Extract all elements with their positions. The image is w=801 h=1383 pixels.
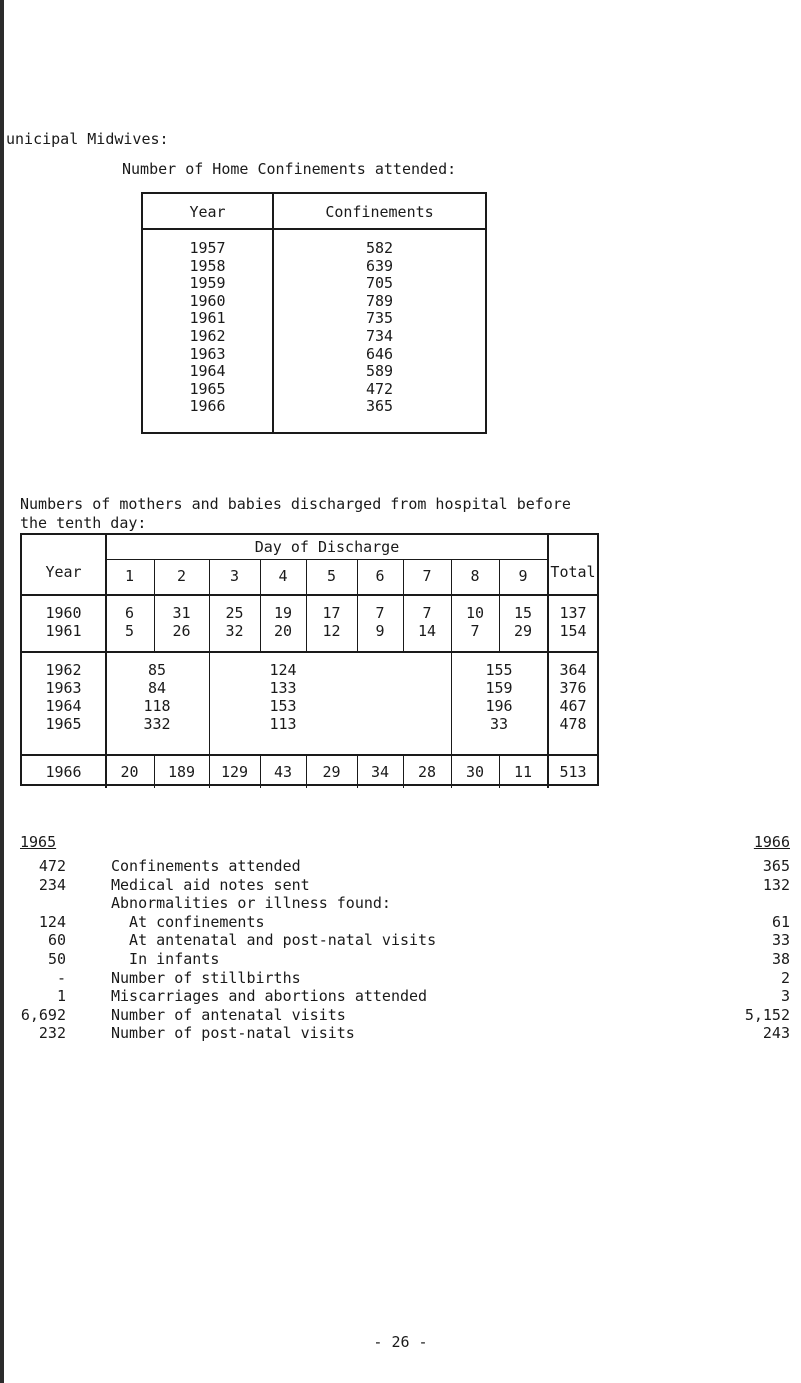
summary-label: Number of antenatal visits [111, 1005, 346, 1024]
day-value-cell: 43 [273, 763, 293, 781]
confinements-cell: 734 [365, 326, 394, 345]
summary-label: At antenatal and post-natal visits [111, 931, 437, 950]
year-column [143, 240, 272, 416]
summary-value-1965: - [56, 968, 66, 987]
summary-value-1965: 124 [38, 912, 66, 931]
year-cell: 1959 [189, 274, 226, 293]
year-cell: 1957 [189, 239, 226, 257]
group3-value-cell: 155 [485, 661, 513, 679]
day-value-cell: 32 [225, 622, 244, 640]
day-value-cell: 20 [120, 763, 139, 781]
day-value-cell: 14 [417, 622, 437, 640]
table1-caption: Number of Home Confinements attended: [122, 160, 457, 178]
group2-value-cell: 133 [269, 679, 297, 697]
column-header-year: Year [189, 203, 226, 221]
summary-value-1966: 2 [780, 968, 790, 987]
day-header-3: 3 [229, 567, 240, 585]
grid-line [22, 651, 597, 653]
year-cell: 1964 [45, 697, 82, 715]
summary-label: At confinements [111, 912, 265, 931]
summary-value-1966: 365 [762, 857, 790, 875]
year-cell: 1964 [189, 362, 226, 381]
year-cell: 1966 [189, 397, 226, 416]
group3-value-cell: 196 [485, 697, 513, 715]
table2-caption-line2: the tenth day: [20, 514, 147, 532]
total-cell: 467 [559, 697, 587, 715]
column-header-confinements: Confinements [325, 203, 434, 221]
year-cell: 1960 [189, 291, 226, 310]
group3-value-cell: 33 [489, 715, 509, 733]
group1-value-cell: 84 [147, 679, 167, 697]
column-header-year: Year [45, 563, 82, 581]
day-value-cell: 12 [322, 622, 341, 640]
day-value-cell: 11 [513, 763, 533, 781]
day-value-cell: 189 [167, 763, 196, 781]
column-header-total: Total [550, 563, 596, 581]
confinements-cell: 735 [365, 309, 394, 328]
summary-value-1965: 234 [38, 875, 66, 894]
confinements-cell: 639 [365, 256, 394, 275]
confinements-cell: 589 [365, 362, 394, 381]
summary-value-1965: 232 [38, 1024, 66, 1043]
grid-line [105, 559, 547, 560]
day-value-cell: 7 [375, 604, 385, 622]
summary-value-1966: 132 [762, 875, 790, 894]
day-header-6: 6 [375, 567, 385, 585]
day-value-cell: 28 [417, 763, 437, 781]
group1-value-cell: 332 [143, 715, 171, 733]
discharge-table [20, 533, 599, 786]
total-cell: 154 [559, 622, 587, 640]
day-value-cell: 129 [220, 763, 249, 781]
summary-year-left: 1965 [20, 833, 57, 851]
summary-value-1965: 60 [47, 931, 66, 950]
day-header-4: 4 [278, 567, 288, 585]
summary-label: In infants [111, 950, 220, 968]
day-header-7: 7 [422, 567, 432, 585]
group1-value-cell: 118 [143, 697, 171, 715]
day-header-9: 9 [518, 567, 528, 585]
group2-value-cell: 153 [269, 697, 297, 715]
confinements-cell: 789 [365, 291, 394, 310]
summary-label: Abnormalities or illness found: [111, 894, 391, 913]
confinements-cell: 705 [365, 274, 394, 293]
summary-label: Miscarriages and abortions attended [111, 987, 428, 1006]
confinements-cell: 646 [365, 344, 394, 363]
table2-caption-line1: Numbers of mothers and babies discharged from hospital before [20, 495, 571, 513]
confinements-cell: 472 [365, 379, 394, 398]
summary-value-1965: 472 [38, 857, 66, 875]
year-cell: 1966 [45, 763, 82, 781]
day-header-1: 1 [124, 567, 135, 585]
day-value-cell: 25 [225, 604, 244, 622]
day-value-cell: 34 [370, 763, 390, 781]
year-cell: 1961 [189, 309, 226, 328]
summary-value-1965: 6,692 [20, 1005, 66, 1024]
summary-label: Medical aid notes sent [111, 875, 310, 894]
day-value-cell: 9 [375, 622, 385, 640]
scan-edge [0, 0, 4, 1383]
summary-value-1965: 1 [56, 987, 66, 1006]
day-value-cell: 7 [470, 622, 480, 640]
summary-year-right: 1966 [753, 833, 790, 851]
summary-value-1966: 33 [771, 931, 790, 950]
page-number: - 26 - [373, 1333, 428, 1351]
year-cell: 1965 [45, 715, 82, 733]
summary-label: Confinements attended [111, 857, 301, 875]
summary-value-1966: 61 [771, 912, 790, 931]
total-cell: 513 [559, 763, 587, 781]
grid-line [22, 754, 597, 756]
total-cell: 364 [559, 661, 587, 679]
day-header-8: 8 [470, 567, 480, 585]
year-cell: 1961 [45, 622, 82, 640]
year-cell: 1963 [189, 344, 226, 363]
group2-value-cell: 113 [269, 715, 297, 733]
year-cell: 1962 [189, 326, 226, 345]
year-cell: 1958 [189, 256, 226, 275]
day-value-cell: 5 [124, 622, 135, 640]
day-value-cell: 6 [124, 604, 135, 622]
day-value-cell: 10 [465, 604, 485, 622]
day-value-cell: 30 [465, 763, 485, 781]
confinements-column [274, 240, 485, 416]
day-value-cell: 26 [172, 622, 191, 640]
summary-value-1966: 38 [771, 950, 790, 968]
summary-value-1966: 5,152 [744, 1005, 790, 1024]
day-value-cell: 15 [513, 604, 533, 622]
year-cell: 1963 [45, 679, 82, 697]
summary-value-1966: 3 [780, 987, 790, 1006]
summary-label: Number of post-natal visits [111, 1024, 355, 1043]
total-cell: 137 [559, 604, 587, 622]
section-heading: unicipal Midwives: [6, 130, 169, 148]
group2-value-cell: 124 [269, 661, 297, 679]
day-value-cell: 17 [322, 604, 341, 622]
grid-line [22, 594, 597, 596]
day-header-5: 5 [326, 567, 337, 585]
day-value-cell: 31 [172, 604, 191, 622]
summary-label: Number of stillbirths [111, 968, 301, 987]
day-value-cell: 29 [322, 763, 341, 781]
day-value-cell: 19 [273, 604, 293, 622]
year-cell: 1962 [45, 661, 82, 679]
summary-value-1966: 243 [762, 1024, 790, 1043]
day-value-cell: 7 [422, 604, 432, 622]
group3-value-cell: 159 [485, 679, 513, 697]
confinements-cell: 365 [365, 397, 394, 416]
year-cell: 1965 [189, 379, 226, 398]
day-header-2: 2 [176, 567, 187, 585]
day-value-cell: 29 [513, 622, 533, 640]
year-cell: 1960 [45, 604, 82, 622]
group1-value-cell: 85 [147, 661, 167, 679]
group-header-day-of-discharge: Day of Discharge [254, 538, 400, 556]
total-cell: 478 [559, 715, 587, 733]
home-confinements-table [141, 192, 487, 434]
summary-value-1965: 50 [47, 950, 66, 968]
day-value-cell: 20 [273, 622, 293, 640]
header-divider [143, 228, 485, 230]
confinements-cell: 582 [365, 239, 394, 257]
total-cell: 376 [559, 679, 587, 697]
